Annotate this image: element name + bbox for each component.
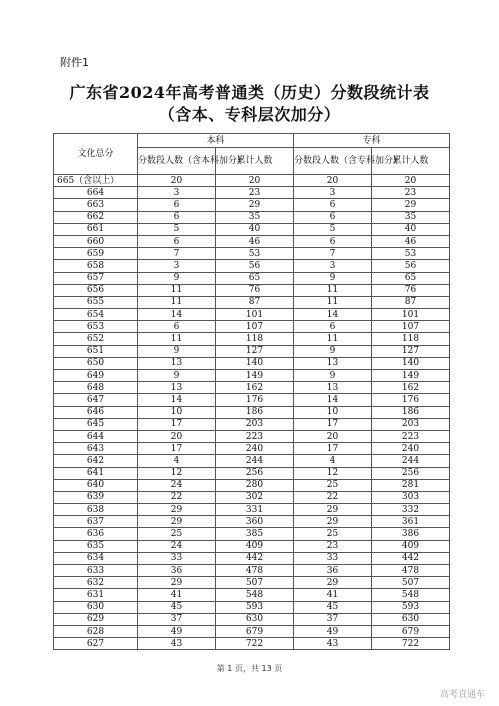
cell-undergrad-cumulative: 107 [216, 321, 294, 333]
header-undergrad-cumulative: 累计人数 [216, 148, 294, 175]
cell-college-cumulative: 29 [372, 199, 450, 211]
cell-college-count: 9 [294, 272, 372, 284]
cell-undergrad-count: 12 [138, 467, 216, 479]
cell-total-score: 635 [54, 540, 138, 552]
cell-undergrad-count: 36 [138, 565, 216, 577]
cell-college-cumulative: 722 [372, 638, 450, 650]
cell-college-count: 43 [294, 638, 372, 650]
table-row [54, 467, 450, 479]
cell-college-cumulative: 548 [372, 589, 450, 601]
table-row [54, 309, 450, 321]
cell-undergrad-cumulative: 127 [216, 345, 294, 357]
cell-college-cumulative: 107 [372, 321, 450, 333]
cell-undergrad-count: 3 [138, 260, 216, 272]
cell-total-score: 632 [54, 577, 138, 589]
attachment-label: 附件1 [60, 56, 89, 69]
table-row [54, 357, 450, 369]
cell-total-score: 628 [54, 625, 138, 637]
cell-undergrad-count: 22 [138, 491, 216, 503]
cell-total-score: 648 [54, 382, 138, 394]
cell-undergrad-cumulative: 442 [216, 552, 294, 564]
cell-undergrad-count: 14 [138, 394, 216, 406]
cell-total-score: 659 [54, 248, 138, 260]
cell-college-count: 11 [294, 284, 372, 296]
cell-undergrad-count: 5 [138, 223, 216, 235]
cell-college-cumulative: 65 [372, 272, 450, 284]
cell-undergrad-count: 13 [138, 357, 216, 369]
cell-college-cumulative: 332 [372, 504, 450, 516]
cell-undergrad-cumulative: 40 [216, 223, 294, 235]
cell-college-count: 12 [294, 467, 372, 479]
table-row [54, 540, 450, 552]
cell-college-count: 6 [294, 211, 372, 223]
table-row [54, 430, 450, 442]
cell-college-count: 14 [294, 309, 372, 321]
cell-undergrad-count: 9 [138, 370, 216, 382]
table-row [54, 333, 450, 345]
cell-undergrad-count: 20 [138, 175, 216, 187]
cell-undergrad-count: 7 [138, 248, 216, 260]
cell-total-score: 640 [54, 479, 138, 491]
cell-undergrad-cumulative: 46 [216, 235, 294, 247]
cell-college-count: 23 [294, 540, 372, 552]
cell-college-count: 20 [294, 430, 372, 442]
cell-college-count: 3 [294, 260, 372, 272]
cell-undergrad-cumulative: 20 [216, 175, 294, 187]
cell-undergrad-cumulative: 360 [216, 516, 294, 528]
cell-total-score: 645 [54, 418, 138, 430]
cell-undergrad-count: 29 [138, 577, 216, 589]
table-row [54, 296, 450, 308]
cell-undergrad-count: 14 [138, 309, 216, 321]
cell-total-score: 643 [54, 443, 138, 455]
table-row [54, 223, 450, 235]
cell-total-score: 637 [54, 516, 138, 528]
table-row [54, 248, 450, 260]
cell-college-count: 4 [294, 455, 372, 467]
table-row [54, 370, 450, 382]
cell-college-cumulative: 223 [372, 430, 450, 442]
cell-college-cumulative: 409 [372, 540, 450, 552]
table-row [54, 504, 450, 516]
cell-total-score: 634 [54, 552, 138, 564]
cell-college-count: 33 [294, 552, 372, 564]
cell-college-count: 25 [294, 528, 372, 540]
table-row [54, 625, 450, 637]
cell-college-count: 36 [294, 565, 372, 577]
cell-college-cumulative: 303 [372, 491, 450, 503]
cell-undergrad-cumulative: 118 [216, 333, 294, 345]
cell-undergrad-count: 37 [138, 613, 216, 625]
cell-total-score: 633 [54, 565, 138, 577]
cell-undergrad-cumulative: 76 [216, 284, 294, 296]
cell-total-score: 657 [54, 272, 138, 284]
cell-college-cumulative: 186 [372, 406, 450, 418]
cell-undergrad-cumulative: 35 [216, 211, 294, 223]
cell-college-count: 6 [294, 321, 372, 333]
header-college-count: 分数段人数（含专科加分） [294, 148, 372, 175]
table-row [54, 345, 450, 357]
cell-college-cumulative: 203 [372, 418, 450, 430]
cell-total-score: 644 [54, 430, 138, 442]
cell-undergrad-cumulative: 23 [216, 187, 294, 199]
cell-undergrad-cumulative: 630 [216, 613, 294, 625]
document-subtitle: （含本、专科层次加分） [158, 105, 341, 124]
cell-total-score: 662 [54, 211, 138, 223]
cell-college-cumulative: 127 [372, 345, 450, 357]
cell-college-count: 6 [294, 235, 372, 247]
cell-college-cumulative: 162 [372, 382, 450, 394]
table-row [54, 321, 450, 333]
cell-college-count: 5 [294, 223, 372, 235]
cell-total-score: 646 [54, 406, 138, 418]
cell-total-score: 641 [54, 467, 138, 479]
cell-undergrad-cumulative: 280 [216, 479, 294, 491]
cell-college-cumulative: 442 [372, 552, 450, 564]
cell-undergrad-count: 6 [138, 321, 216, 333]
cell-undergrad-cumulative: 162 [216, 382, 294, 394]
cell-undergrad-cumulative: 203 [216, 418, 294, 430]
cell-college-count: 25 [294, 479, 372, 491]
cell-undergrad-count: 20 [138, 430, 216, 442]
cell-college-cumulative: 386 [372, 528, 450, 540]
cell-college-cumulative: 244 [372, 455, 450, 467]
cell-total-score: 660 [54, 235, 138, 247]
cell-college-count: 29 [294, 577, 372, 589]
cell-total-score: 642 [54, 455, 138, 467]
table-row [54, 284, 450, 296]
cell-undergrad-count: 11 [138, 333, 216, 345]
cell-undergrad-count: 24 [138, 479, 216, 491]
header-undergrad-count: 分数段人数（含本科加分） [138, 148, 216, 175]
cell-college-count: 29 [294, 504, 372, 516]
cell-college-count: 13 [294, 357, 372, 369]
cell-college-count: 10 [294, 406, 372, 418]
cell-college-cumulative: 256 [372, 467, 450, 479]
cell-undergrad-cumulative: 53 [216, 248, 294, 260]
cell-college-count: 9 [294, 345, 372, 357]
cell-college-count: 49 [294, 625, 372, 637]
cell-undergrad-cumulative: 56 [216, 260, 294, 272]
table-row [54, 211, 450, 223]
cell-college-cumulative: 630 [372, 613, 450, 625]
cell-undergrad-count: 6 [138, 211, 216, 223]
table-row [54, 406, 450, 418]
cell-college-count: 45 [294, 601, 372, 613]
cell-college-cumulative: 679 [372, 625, 450, 637]
cell-undergrad-cumulative: 256 [216, 467, 294, 479]
cell-total-score: 638 [54, 504, 138, 516]
cell-college-count: 9 [294, 370, 372, 382]
cell-undergrad-count: 10 [138, 406, 216, 418]
cell-undergrad-count: 43 [138, 638, 216, 650]
cell-college-count: 7 [294, 248, 372, 260]
table-row [54, 235, 450, 247]
cell-college-cumulative: 176 [372, 394, 450, 406]
table-row [54, 175, 450, 187]
cell-undergrad-count: 9 [138, 272, 216, 284]
cell-college-count: 13 [294, 382, 372, 394]
cell-total-score: 654 [54, 309, 138, 321]
cell-college-cumulative: 87 [372, 296, 450, 308]
table-row [54, 260, 450, 272]
cell-college-count: 22 [294, 491, 372, 503]
cell-total-score: 661 [54, 223, 138, 235]
cell-undergrad-cumulative: 240 [216, 443, 294, 455]
cell-undergrad-cumulative: 548 [216, 589, 294, 601]
table-body [54, 175, 450, 650]
page-footer: 第 1 页，共 13 页 [216, 664, 283, 673]
cell-total-score: 649 [54, 370, 138, 382]
table-row [54, 199, 450, 211]
cell-undergrad-count: 17 [138, 443, 216, 455]
cell-college-cumulative: 23 [372, 187, 450, 199]
cell-undergrad-cumulative: 302 [216, 491, 294, 503]
cell-total-score: 651 [54, 345, 138, 357]
cell-college-cumulative: 35 [372, 211, 450, 223]
cell-college-count: 20 [294, 175, 372, 187]
table-row [54, 589, 450, 601]
cell-college-cumulative: 20 [372, 175, 450, 187]
cell-college-cumulative: 56 [372, 260, 450, 272]
cell-college-count: 41 [294, 589, 372, 601]
table-row [54, 455, 450, 467]
cell-college-cumulative: 101 [372, 309, 450, 321]
cell-college-count: 11 [294, 333, 372, 345]
cell-undergrad-cumulative: 101 [216, 309, 294, 321]
score-distribution-table [53, 133, 450, 650]
cell-college-cumulative: 53 [372, 248, 450, 260]
cell-undergrad-count: 45 [138, 601, 216, 613]
cell-total-score: 663 [54, 199, 138, 211]
cell-undergrad-count: 17 [138, 418, 216, 430]
header-college-cumulative: 累计人数 [372, 148, 450, 175]
cell-undergrad-cumulative: 87 [216, 296, 294, 308]
cell-college-cumulative: 118 [372, 333, 450, 345]
cell-total-score: 639 [54, 491, 138, 503]
cell-undergrad-cumulative: 65 [216, 272, 294, 284]
table-row [54, 491, 450, 503]
cell-undergrad-cumulative: 593 [216, 601, 294, 613]
header-total-score: 文化总分 [54, 134, 138, 175]
cell-undergrad-count: 13 [138, 382, 216, 394]
table-row [54, 187, 450, 199]
cell-undergrad-count: 9 [138, 345, 216, 357]
cell-total-score: 630 [54, 601, 138, 613]
cell-total-score: 636 [54, 528, 138, 540]
cell-undergrad-count: 11 [138, 296, 216, 308]
cell-total-score: 647 [54, 394, 138, 406]
watermark-text: 高考直通车 [439, 690, 485, 700]
cell-undergrad-cumulative: 176 [216, 394, 294, 406]
header-college: 专科 [294, 134, 450, 148]
cell-college-count: 3 [294, 187, 372, 199]
cell-undergrad-count: 33 [138, 552, 216, 564]
cell-college-cumulative: 593 [372, 601, 450, 613]
cell-undergrad-count: 4 [138, 455, 216, 467]
cell-college-cumulative: 281 [372, 479, 450, 491]
cell-undergrad-cumulative: 29 [216, 199, 294, 211]
cell-total-score: 652 [54, 333, 138, 345]
cell-undergrad-count: 11 [138, 284, 216, 296]
cell-undergrad-count: 41 [138, 589, 216, 601]
table-row [54, 552, 450, 564]
table-row [54, 382, 450, 394]
cell-undergrad-cumulative: 140 [216, 357, 294, 369]
cell-undergrad-count: 49 [138, 625, 216, 637]
table-row [54, 394, 450, 406]
table-row [54, 272, 450, 284]
cell-undergrad-cumulative: 223 [216, 430, 294, 442]
cell-undergrad-cumulative: 244 [216, 455, 294, 467]
cell-college-cumulative: 46 [372, 235, 450, 247]
cell-college-cumulative: 149 [372, 370, 450, 382]
cell-college-count: 37 [294, 613, 372, 625]
cell-total-score: 658 [54, 260, 138, 272]
cell-undergrad-cumulative: 409 [216, 540, 294, 552]
table-row [54, 638, 450, 650]
cell-college-count: 17 [294, 443, 372, 455]
cell-undergrad-count: 6 [138, 235, 216, 247]
cell-undergrad-cumulative: 149 [216, 370, 294, 382]
cell-undergrad-cumulative: 722 [216, 638, 294, 650]
cell-total-score: 653 [54, 321, 138, 333]
header-undergrad: 本科 [138, 134, 294, 148]
cell-total-score: 655 [54, 296, 138, 308]
cell-undergrad-count: 29 [138, 516, 216, 528]
cell-college-cumulative: 507 [372, 577, 450, 589]
table-row [54, 601, 450, 613]
cell-total-score: 650 [54, 357, 138, 369]
cell-undergrad-cumulative: 507 [216, 577, 294, 589]
cell-total-score: 627 [54, 638, 138, 650]
cell-college-count: 11 [294, 296, 372, 308]
cell-undergrad-cumulative: 331 [216, 504, 294, 516]
table-row [54, 613, 450, 625]
cell-college-cumulative: 240 [372, 443, 450, 455]
cell-total-score: 629 [54, 613, 138, 625]
table-row [54, 528, 450, 540]
cell-college-cumulative: 361 [372, 516, 450, 528]
cell-college-cumulative: 140 [372, 357, 450, 369]
cell-college-count: 14 [294, 394, 372, 406]
table-row [54, 565, 450, 577]
cell-college-count: 29 [294, 516, 372, 528]
cell-undergrad-count: 3 [138, 187, 216, 199]
cell-undergrad-cumulative: 385 [216, 528, 294, 540]
table-row [54, 577, 450, 589]
table-row [54, 443, 450, 455]
cell-undergrad-count: 25 [138, 528, 216, 540]
cell-undergrad-count: 24 [138, 540, 216, 552]
cell-total-score: 631 [54, 589, 138, 601]
cell-college-count: 17 [294, 418, 372, 430]
table-row [54, 418, 450, 430]
document-title: 广东省2024年高考普通类（历史）分数段统计表 [69, 83, 430, 102]
table-row [54, 516, 450, 528]
cell-total-score: 665（含以上） [54, 175, 138, 187]
cell-college-count: 6 [294, 199, 372, 211]
cell-undergrad-cumulative: 478 [216, 565, 294, 577]
cell-undergrad-count: 29 [138, 504, 216, 516]
cell-total-score: 664 [54, 187, 138, 199]
table-row [54, 479, 450, 491]
cell-college-cumulative: 76 [372, 284, 450, 296]
cell-undergrad-count: 6 [138, 199, 216, 211]
cell-college-cumulative: 478 [372, 565, 450, 577]
cell-college-cumulative: 40 [372, 223, 450, 235]
cell-undergrad-cumulative: 186 [216, 406, 294, 418]
cell-undergrad-cumulative: 679 [216, 625, 294, 637]
cell-total-score: 656 [54, 284, 138, 296]
